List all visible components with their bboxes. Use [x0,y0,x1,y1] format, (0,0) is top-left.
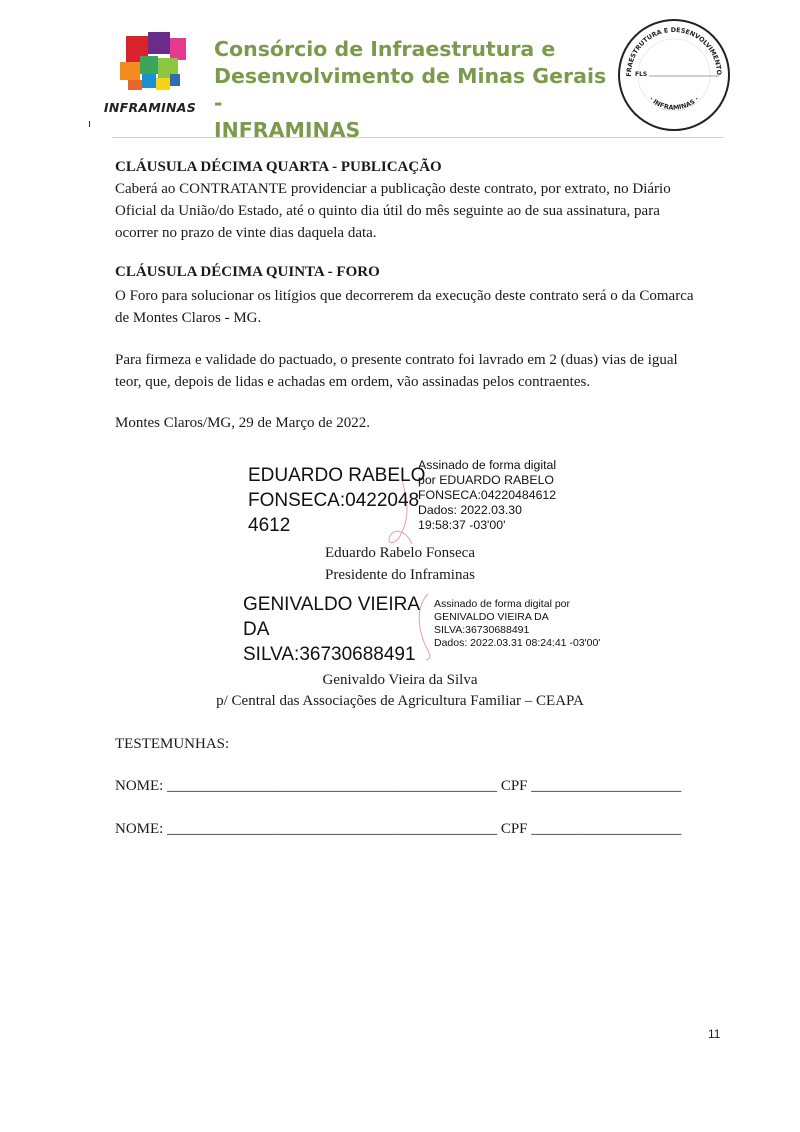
detail-line: GENIVALDO VIEIRA DA [434,611,549,623]
closing-paragraph [115,349,725,393]
detail-line: por EDUARDO RABELO [418,473,554,487]
cert-line: FONSECA:0422048 [248,490,420,511]
stamp-bottom-text: · INFRAMINAS · [647,95,701,112]
cert-line: 4612 [248,515,291,536]
svg-text:CONSÓRCIO DE INFRAESTRUTURA E [615,16,723,77]
stamp-fls-label: FLS [635,71,648,78]
inframinas-logo [98,28,202,124]
text-line: Caberá ao CONTRATANTE providenciar a publicação deste contrato, por extrato, no Diário [115,181,671,197]
text-line: ocorrer no prazo de vinte dias daquela data. [115,225,377,241]
cert-line: GENIVALDO VIEIRA [243,594,421,615]
text-line: Para firmeza e validade do pactuado, o presente contrato foi lavrado em 2 (duas) vias de igual [115,352,678,368]
signer-2-name: Genivaldo Vieira da Silva [322,672,478,688]
clause-15-title: CLÁUSULA DÉCIMA QUINTA - FORO [115,264,380,280]
witness-row: NOME: ____________________________________________ CPF ____________________ [115,778,682,794]
signer-2-role: p/ Central das Associações de Agricultura Familiar – CEAPA [216,693,584,709]
logo-mosaic-icon [98,28,202,102]
signer-2-signature-details [434,598,600,650]
witnesses-title: TESTEMUNHAS: [115,736,230,752]
signer-1-role: Presidente do Inframinas [325,567,475,583]
clause-14-title: CLÁUSULA DÉCIMA QUARTA - PUBLICAÇÃO [115,159,442,175]
cert-line: EDUARDO RABELO [248,465,426,486]
org-name-line: Desenvolvimento de Minas Gerais - [214,64,607,115]
margin-mark [89,121,90,127]
org-name-line: INFRAMINAS [214,118,361,142]
detail-line: SILVA:36730688491 [434,624,530,636]
page-numbering-stamp [615,16,733,134]
organization-name [214,36,614,144]
cert-line: DA [243,619,270,640]
place-date: Montes Claros/MG, 29 de Março de 2022. [115,415,370,431]
stamp-top-text: FRAESTRUTURA E DESENVOLVIMENTO [624,25,724,77]
detail-line: Assinado de forma digital por [434,598,570,610]
witness-row: NOME: ____________________________________________ CPF ____________________ [115,821,682,837]
text-line: Oficial da União/do Estado, até o quinto dia útil do mês seguinte ao de sua assinatura, para [115,203,660,219]
svg-text:· INFRAMINAS · [648,95,701,112]
detail-line: 19:58:37 -03'00' [418,518,506,532]
signer-1-certificate-name [248,463,425,538]
org-name-line: Consórcio de Infraestrutura e [214,37,556,61]
detail-line: Dados: 2022.03.31 08:24:41 -03'00' [434,637,601,649]
text-line: teor, que, depois de lidas e achadas em ordem, vão assinadas pelos contraentes. [115,374,591,390]
detail-line: FONSECA:04220484612 [418,488,557,502]
signer-2-certificate-name [243,592,420,667]
text-line: de Montes Claros - MG. [115,310,262,326]
clause-14-text [115,178,725,244]
logo-text: INFRAMINAS [103,100,197,115]
detail-line: Dados: 2022.03.30 [418,503,522,517]
clause-15-text [115,285,725,329]
detail-line: Assinado de forma digital [418,458,557,472]
signer-1-signature-details [418,458,556,533]
page-number: 11 [708,1027,721,1041]
header-divider [112,137,724,138]
text-line: O Foro para solucionar os litígios que decorrerem da execução deste contrato será o da Comarca [115,288,694,304]
cert-line: SILVA:36730688491 [243,644,416,665]
signer-1-name: Eduardo Rabelo Fonseca [325,545,475,561]
